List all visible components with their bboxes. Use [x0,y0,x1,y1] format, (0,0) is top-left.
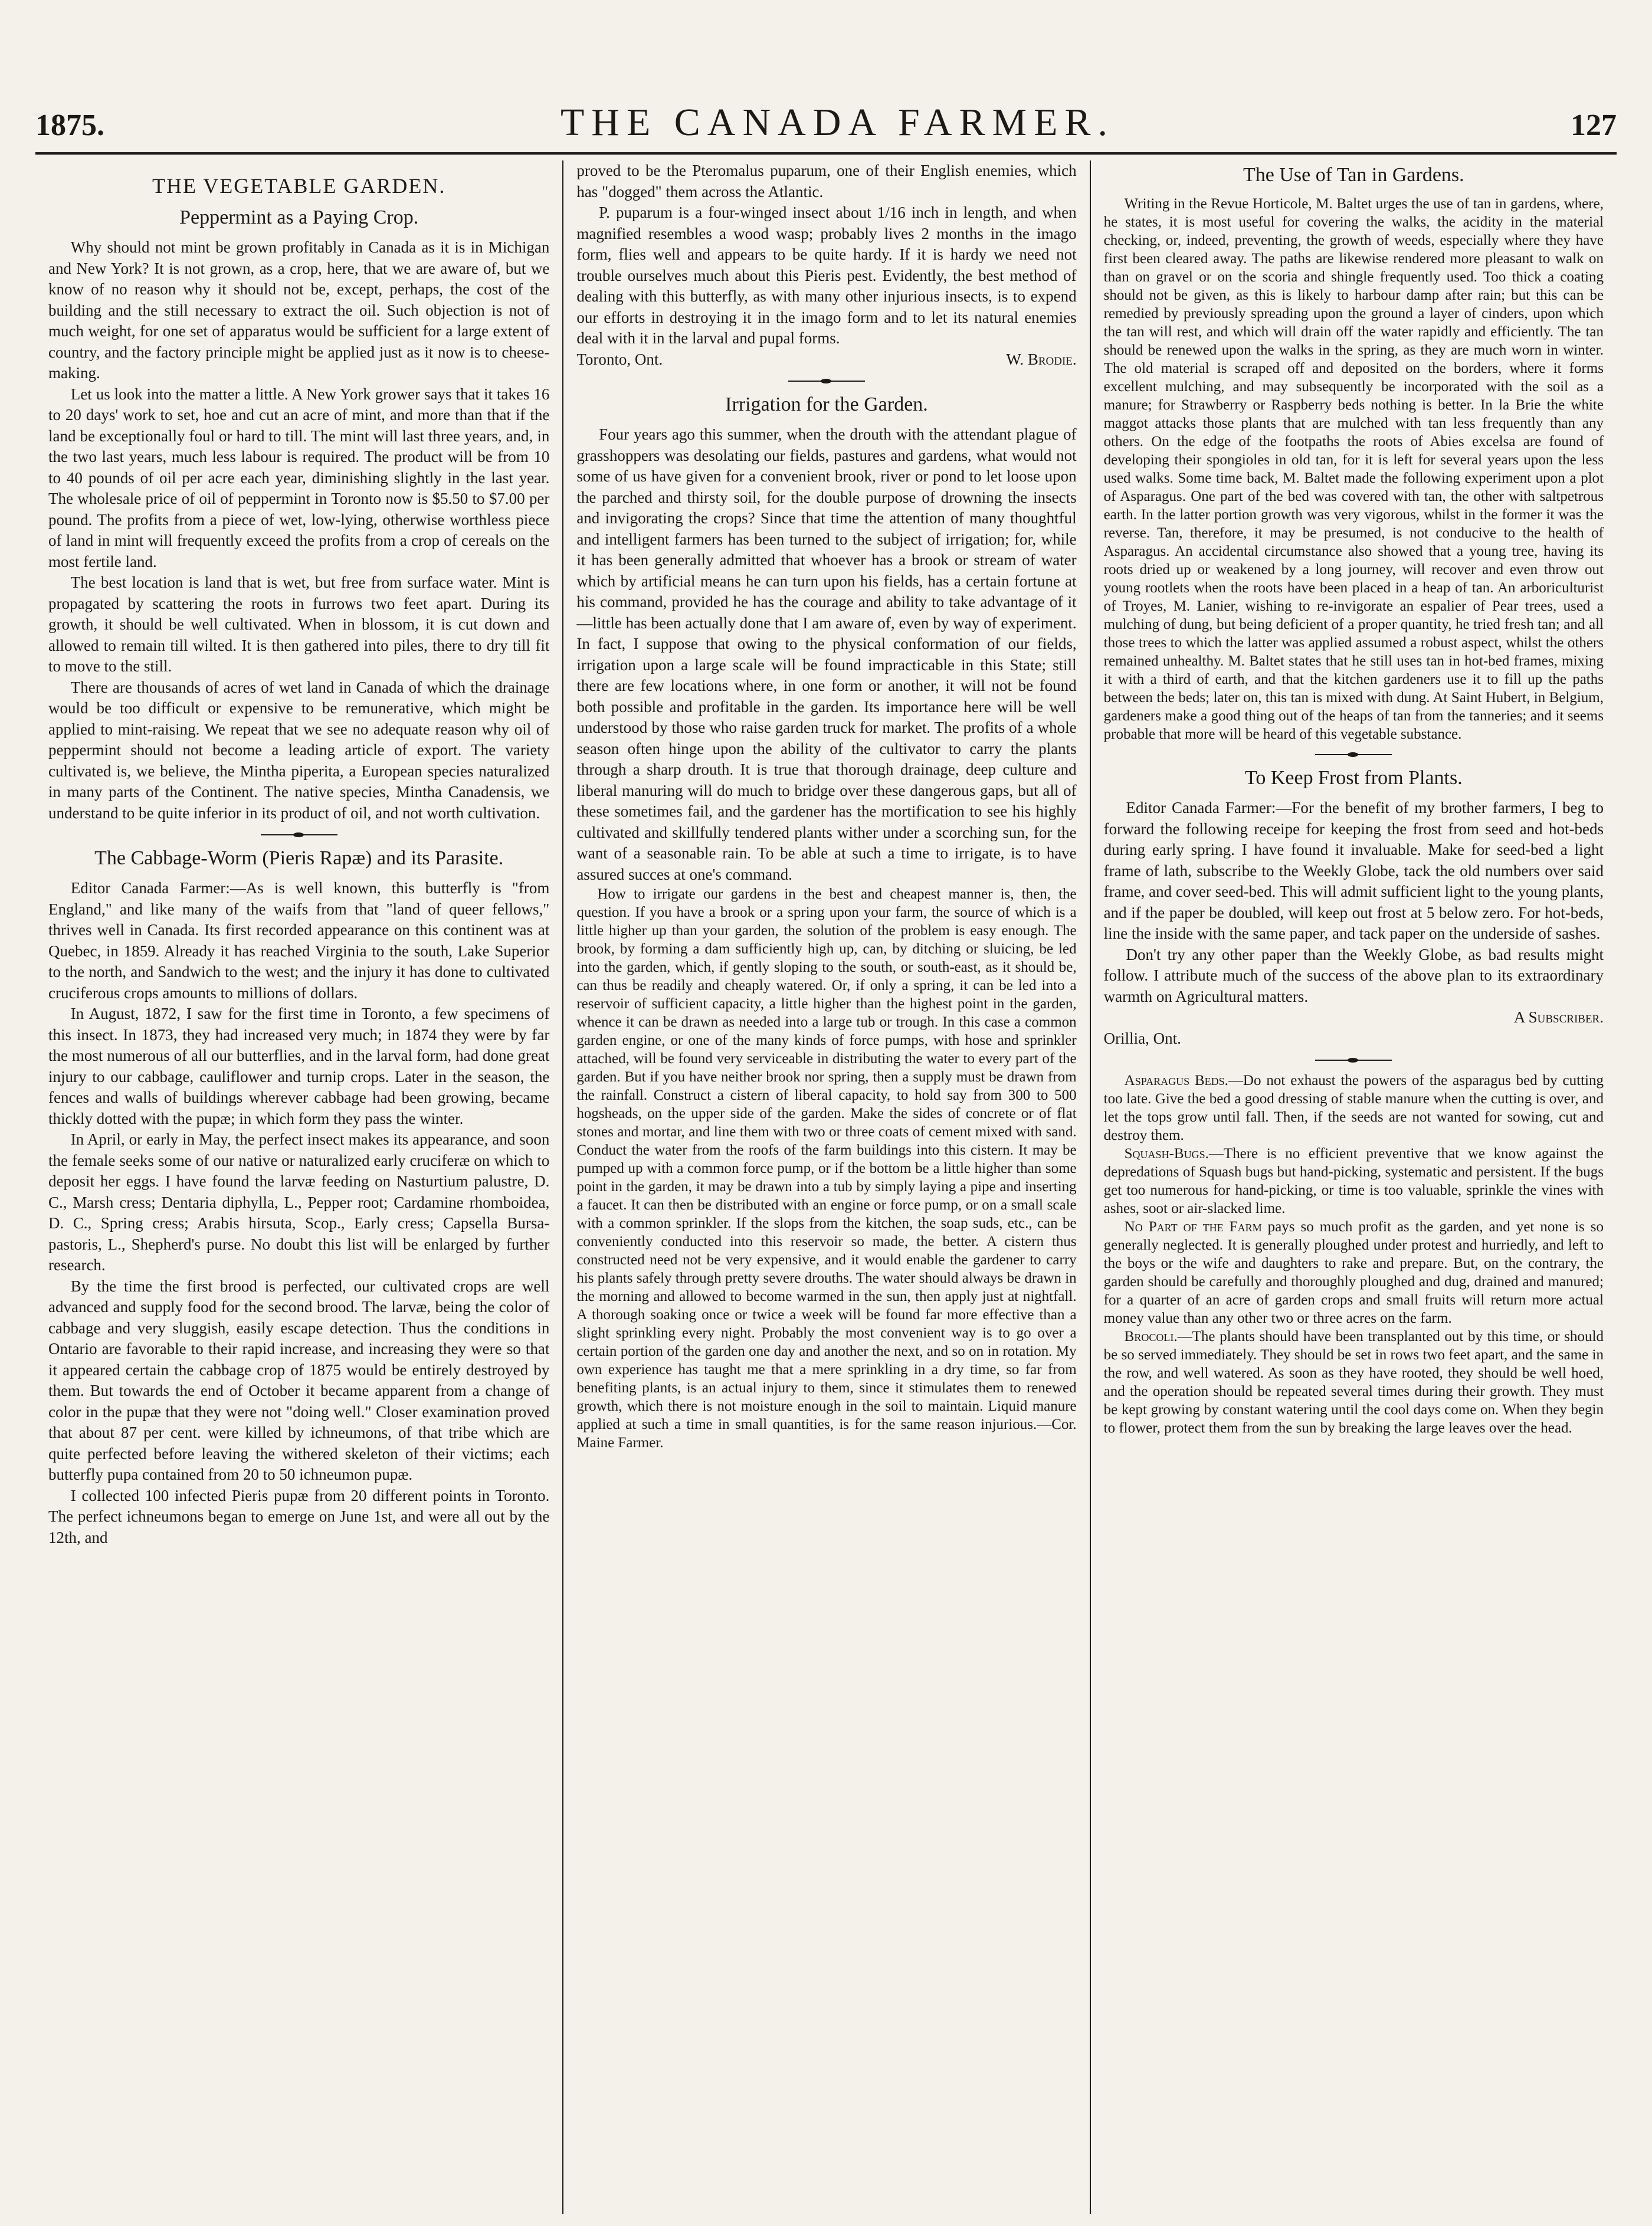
signature-name: A Subscriber. [1513,1008,1604,1026]
note-lead: Asparagus Beds. [1124,1073,1228,1089]
article-title-peppermint: Peppermint as a Paying Crop. [179,206,419,228]
paragraph: In August, 1872, I saw for the first time in Toronto, a few specimens of this insect. In 1873, they had increased very much; in 1874 they were by far the most numerous of all our butterflies, and in the larval form, had done great injury to our cabbage, cauliflower and turnip crops. Later in the season, the fences and walls of buildings wherever cabbage had been growing, became thickly dotted with the pupæ; in which form they pass the winter. [48,1005,550,1127]
paragraph: Why should not mint be grown profitably in Canada as it is in Michigan and New York? It is not grown, as a crop, here, that we are aware of, but we know of no reason why it should not be, except, perhaps, the cost of the building and the still necessary to extract the oil. Such objection is not of much weight, for one set of apparatus would be sufficient for a large extent of country, and the factory principle might be applied just as it now is to cheese-making. [48,238,550,382]
paragraph: How to irrigate our gardens in the best and cheapest manner is, then, the question. If you have a brook or a spring upon your farm, the source of which is a little higher up than your garden, the solution of the problem is easy enough. The brook, by forming a dam sufficiently high up, can, by ditching or sluicing, be led into the garden, which, if gently sloping to the south, or south-east, as it should be, can thus be readily and cheaply watered. Or, if only a spring, it can be led into a reservoir of sufficient capacity, a little higher than the highest point in the garden, whence it can be drawn as needed into a large tub or trough. In this case a common garden engine, or one of the many kinds of force pumps, with hose and sprinkler attached, will be found very serviceable in distributing the water to every part of the garden. But if you have neither brook nor spring, then a supply must be drawn from the rainfall. Construct a cistern of liberal capacity, to hold say from 300 to 500 hogsheads, on the upper side of the garden. Make the sides of concrete or of flat stones and mortar, and line them with two or three coats of cement mixed with sand. Conduct the water from the roofs of the farm buildings into this cistern. It may be pumped up with a common force pump, or if the bottom be a little higher than some point in the garden, it may be drawn into a tub by simply laying a pipe and inserting a faucet. It can then be distributed with an engine or force pump, or on a small scale with a common sprinkler. If the slops from the kitchen, the soap suds, etc., can be conveniently conducted into this reservoir so made, the better. A cistern thus constructed need not be very expensive, and it would enable the gardener to carry his plants safely through pretty severe drouths. The water should always be drawn in the morning and allowed to become warmed in the sun, then apply just at nightfall. A thorough soaking once or twice a week will be found far more effective than a slight sprinkling every night. Probably the most convenient way is to go over a certain portion of the garden one day and another the next, and so on in rotation. My own experience has taught me that a mere sprinkling in a dry time, so far from benefiting plants, is an actual injury to them, since it stimulates them to renewed growth, which there is not moisture enough in the soil to maintain. Liquid manure applied at such a time in small quantities, is for the same reason injurious.—Cor. Maine Farmer. [576,886,1077,1451]
article-title-tan: The Use of Tan in Gardens. [1243,164,1464,186]
note-text: pays so much profit as the garden, and yet none is so generally neglected. It is generally ploughed under protest and hurriedly, and left to the boys or the wife and daughters to rake and prepare. But, on the contrary, the garden should be carefully and thoroughly ploughed and dug, drained and manured; for a quarter of an acre of garden crops and small fruits will return more actual money value than any other two or three acres on the farm. [1103,1219,1604,1326]
paragraph: Writing in the Revue Horticole, M. Baltet urges the use of tan in gardens, where, he states, it is most useful for covering the walks, the acidity in the material checking, or, indeed, preventing, the growth of weeds, especially where they have first been cleared away. The paths are likewise rendered more pleasant to walk on than on gravel or on the scoria and shingle frequently used. Too thick a coating should not be given, as this is likely to harbour damp after rain; but this can be remedied by previously spreading upon the ground a layer of cinders, upon which the tan will rest, and which will drain off the water rapidly and efficiently. The tan should be renewed upon the walks in the spring, as they are much worn in winter. The old material is scraped off and deposited on the borders, where it forms excellent mulching, and may subsequently be incorporated with the soil as a manure; for Strawberry or Raspberry beds nothing is better. In la Brie the white maggot attacks those plants that are mulched with tan less frequently than any others. On the edge of the footpaths the roots of Abies excelsa are found of developing their spongioles in old tan, for it is left for several years upon the less used walks. Some time back, M. Baltet made the following experiment upon a plot of Asparagus. One part of the bed was covered with tan, the other with saltpetrous earth. In the latter portion growth was very vigorous, whilst in the former it was the reverse. Tan, therefore, it may be presumed, is not conducive to the health of Asparagus. An accidental circumstance also showed that a young tree, having its roots dried up or weakened by a long journey, will recover and even throw out young rootlets when the roots have been placed in a heap of tan. An arboriculturist of Troyes, M. Lanier, wishing to re-invigorate an espalier of Pear trees, used a mulching of dung, but being deficient of a proper quantity, he tried fresh tan; and all those trees to which the latter was applied assumed a robust aspect, whilst the others remained unhealthy. M. Baltet states that he still uses tan in hot-bed frames, mixing it with a third of earth, and that the kitchen gardeners use it to fill up the paths between the beds; later on, this tan is mixed with dung. At Saint Hubert, in Belgium, gardeners make a good thing out of the heaps of tan from the tanneries; and it seems probable that more will be heard of this vegetable substance. [1103,196,1604,742]
column-3 [1090,160,1617,2214]
note-lead: Brocoli. [1124,1329,1178,1345]
column-1 [35,160,562,2214]
paragraph: Editor Canada Farmer:—For the benefit of my brother farmers, I beg to forward the following receipe for keeping the frost from seed and hot-beds during early spring. I have found it invaluable. Make for seed-bed a light frame of lath, subscribe to the Weekly Globe, tack the old numbers over said frame, and cover seed-bed. This will admit sufficient light to the young plants, and if the paper be doubled, will keep out frost at 5 below zero. For hot-beds, line the inside with the same paper, and tack paper on the underside of sashes. [1103,799,1604,942]
issue-year: 1875. [35,109,104,142]
signature-place: Orillia, Ont. [1103,1029,1181,1047]
note-lead: No Part of the Farm [1124,1219,1262,1235]
paragraph: P. puparum is a four-winged insect about 1/16 inch in length, and when magnified resembles a wood wasp; probably lives 2 months in the imago form, flies well and appears to be quite hardy. If it is hardy we need not trouble ourselves much about this Pieris pest. Evidently, the best method of dealing with this butterfly, as with many other injurious insects, is to expend our efforts in destroying it in the imago form and to let its natural enemies deal with it in the larval and pupal forms. [576,204,1077,347]
article-title-frost: To Keep Frost from Plants. [1244,767,1463,789]
paragraph: Let us look into the matter a little. A New York grower says that it takes 16 to 20 days' work to set, hoe and cut an acre of mint, and more than that if the land be exceptionally foul or hard to till. The mint will last three years, and, in the two last years, much less labour is required. The product will be from 10 to 40 pounds of oil per acre each year, diminishing slightly in the last year. The wholesale price of oil of peppermint in Toronto now is $5.50 to $7.00 per pound. The profits from a piece of wet, low-lying, otherwise worthless piece of land in mint will frequently exceed the profits from a crop of cereals on the most fertile land. [48,385,550,571]
paragraph: Don't try any other paper than the Weekly Globe, as bad results might follow. I attribute much of the success of the above plan to its extraordinary warmth on Agricultural matters. [1103,945,1604,1005]
note-text: —There is no efficient preventive that we know against the depredations of Squash bugs but hand-picking, systematic and persistent. If the bugs get too numerous for hand-picking, or time is too valuable, sprinkle the vines with ashes, soot or air-slacked lime. [1103,1146,1604,1217]
paragraph: proved to be the Pteromalus puparum, one of their English enemies, which has "dogged" them across the Atlantic. [576,162,1077,201]
signature-line [576,349,1076,371]
signature-name: W. Brodie. [1006,350,1077,368]
section-title: THE VEGETABLE GARDEN. [152,174,446,198]
note-lead: Squash-Bugs. [1124,1146,1209,1162]
masthead-rule [35,152,1617,155]
page-number: 127 [1570,109,1617,142]
note-text: —Do not exhaust the powers of the asparagus bed by cutting too late. Give the bed a good dressing of stable manure when the cutting is over, and let the tops grow until fall. Then, if the seeds are not wanted for sowing, cut and destroy them. [1103,1073,1604,1143]
masthead [35,100,1617,153]
signature-place: Toronto, Ont. [576,350,663,368]
paragraph: In April, or early in May, the perfect insect makes its appearance, and soon the female seeks some of our native or naturalized early cruciferæ on which to deposit her eggs. I have found the larvæ feeding on Nasturtium palustre, D. C., Marsh cress; Dentaria diphylla, L., Pepper root; Cardamine rhomboidea, D. C., Spring cress; Arabis hirsuta, Scop., Early cress; Capsella Bursa-pastoris, L., Shepherd's purse. No doubt this list will be enlarged by further research. [48,1130,550,1274]
paragraph: Editor Canada Farmer:—As is well known, this butterfly is "from England," and like many of the waifs from that "land of queer fellows," thrives well in Canada. Its first recorded appearance on this continent was at Quebec, in 1859. Already it has reached Virginia to the south, Lake Superior to the north, and Sandwich to the west; and the injury it has done to cultivated cruciferous crops amounts to millions of dollars. [48,879,550,1002]
article-title-irrigation: Irrigation for the Garden. [725,394,928,415]
section-divider [1315,754,1392,755]
article-title-cabbage-worm: The Cabbage-Worm (Pieris Rapæ) and its Parasite. [94,847,504,869]
section-divider [788,381,865,382]
article-columns [35,160,1617,2214]
paragraph: The best location is land that is wet, but free from surface water. Mint is propagated by scattering the roots in furrows two feet apart. During its growth, it should be well cultivated. When in blossom, it is cut down and allowed to remain till wilted. It is then gathered into piles, there to dry till fit to move to the still. [48,573,550,675]
note-asparagus [1104,1071,1604,1145]
column-2 [562,160,1089,2214]
paragraph: Four years ago this summer, when the drouth with the attendant plague of grasshoppers was desolating our fields, pastures and gardens, what would not some of us have given for a convenient brook, river or pond to let loose upon the parched and thirsty soil, for the double purpose of drowning the insects and invigorating the crops? Since that time the attention of many thoughtful and intelligent farmers has been turned to the subject of irrigation; for, while it has been generally admitted that whoever has a brook or stream of water which by artificial means he can turn upon his fields, has a certain fortune at his command, provided he has the courage and ability to take advantage of it—little has been actually done that I am aware of, even by way of experiment. In fact, I suppose that owing to the physical conformation of our fields, irrigation upon a large scale will be found impracticable in this State; still there are few locations where, in one form or another, it will not be found both possible and profitable in the garden. Its importance here will be well understood by those who raise garden truck for market. The profits of a whole season often hinge upon the ability of the cultivator to carry the plants through a sharp drouth. It is true that thorough drainage, deep culture and liberal manuring will do much to bridge over these dangerous gaps, but all of these sometimes fail, and the gardener has the mortification to see his highly cultivated and skillfully tendered plants wither under a scorching sun, for the want of a seasonable rain. To be able at such a time to irrigate, is to have assured succes at one's command. [576,425,1077,883]
note-farm [1104,1218,1604,1327]
paragraph: By the time the first brood is perfected, our cultivated crops are well advanced and supply food for the second brood. The larvæ, being the color of cabbage and very sluggish, easily escape detection. Thus the conditions in Ontario are favorable to their rapid increase, and increasing they were so that it appeared certain the cabbage crop of 1875 would be entirely destroyed by them. But towards the end of October it became apparent from a change of color in the pupæ that they were not "doing well." Closer examination proved that about 87 per cent. were killed by ichneumons, of that tribe which are quite perfected before leaving the withered skeleton of their victims; each butterfly pupa contained from 20 to 50 ichneumon pupæ. [48,1277,550,1483]
newspaper-title: THE CANADA FARMER. [560,101,1115,144]
note-broccoli [1104,1327,1604,1437]
note-squash [1104,1145,1604,1218]
note-text: —The plants should have been transplanted out by this time, or should be so served immediately. They should be set in rows two feet apart, and the same in the row, and well watered. As soon as they have rooted, they should be well hoed, and the operation should be repeated several times during their growth. They must be kept growing by constant watering until the cool days come on. When they begin to flower, protect them from the sun by breaking the large leaves over the head. [1103,1329,1604,1436]
paragraph: There are thousands of acres of wet land in Canada of which the drainage would be too difficult or expensive to be remunerative, which might be applied to mint-raising. We repeat that we see no adequate reason why oil of peppermint should not become a leading article of export. The variety cultivated is, we believe, the Mintha piperita, a European species naturalized in many parts of the Continent. The native species, Mintha Canadensis, we understand to be quite inferior in its product of oil, and not worth cultivation. [48,678,550,822]
paragraph: I collected 100 infected Pieris pupæ from 20 different points in Toronto. The perfect ichneumons began to emerge on June 1st, and were all out by the 12th, and [48,1486,550,1546]
section-divider [261,834,337,835]
section-divider [1315,1060,1392,1061]
